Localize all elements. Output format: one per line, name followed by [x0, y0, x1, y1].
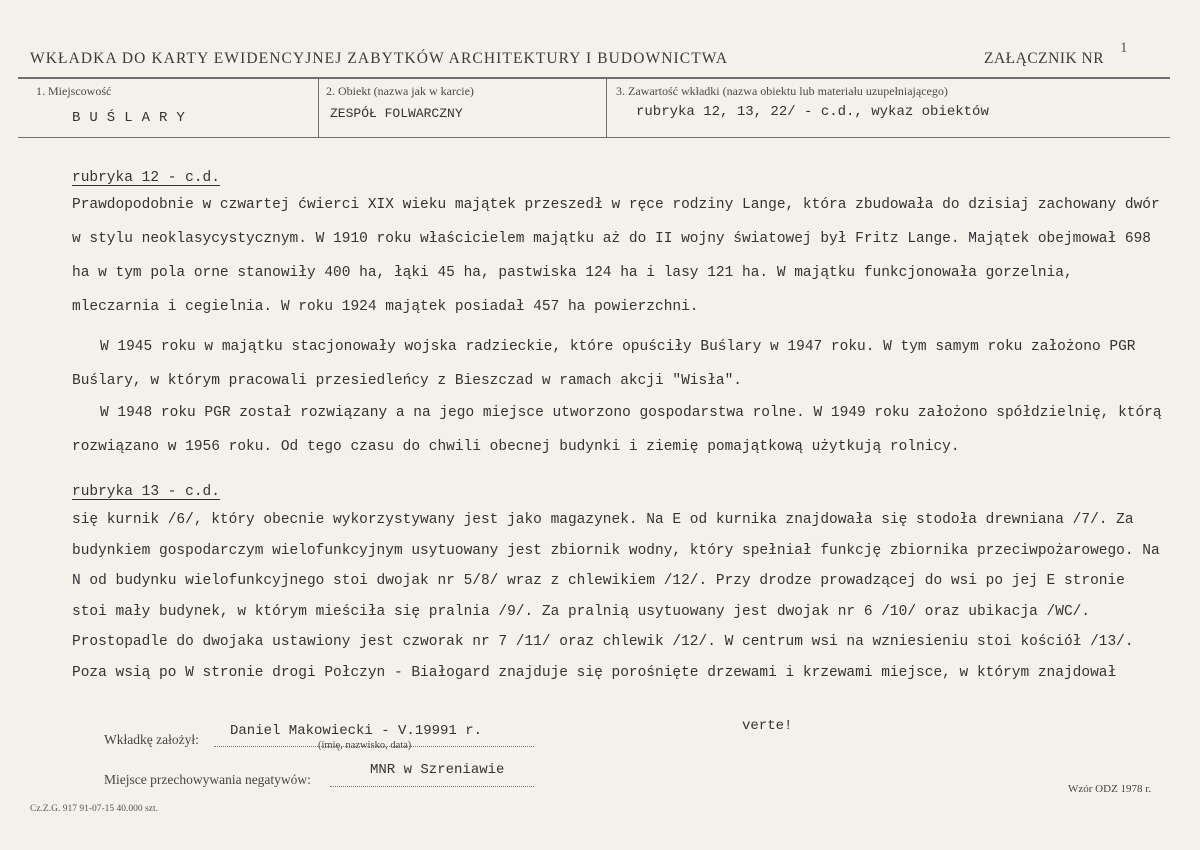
author-hint: (imię, nazwisko, data) — [318, 740, 412, 751]
print-info: Cz.Z.G. 917 91-07-15 40.000 szt. — [30, 804, 158, 814]
section-12-heading: rubryka 12 - c.d. — [72, 170, 220, 186]
form-model: Wzór ODZ 1978 r. — [1068, 783, 1152, 795]
locality-label: 1. Miejscowość — [36, 84, 112, 98]
storage-value: MNR w Szreniawie — [370, 762, 505, 778]
section-13-heading: rubryka 13 - c.d. — [72, 484, 220, 500]
author-label: Wkładkę założył: — [104, 732, 199, 747]
form-title: WKŁADKA DO KARTY EWIDENCYJNEJ ZABYTKÓW ARCHITEKTURY I BUDOWNICTWA — [30, 50, 729, 67]
field-divider-2 — [606, 78, 607, 137]
author-value: Daniel Makowiecki - V.19991 r. — [230, 723, 483, 739]
attachment-label: ZAŁĄCZNIK NR — [984, 50, 1105, 67]
section-12-paragraph-2: W 1945 roku w majątku stacjonowały wojska radzieckie, które opuściły Buślary w 1947 roku. W tym samym roku założono PGR Buślary, w którym pracowali przesiedleńcy z Bieszczad w ramach akcji "Wisła". — [72, 339, 1136, 389]
locality-value: BUŚLARY — [72, 110, 194, 126]
field-divider-1 — [318, 78, 319, 137]
contents-label: 3. Zawartość wkładki (nazwa obiektu lub materiału uzupełniającego) — [616, 84, 948, 98]
storage-label: Miejsce przechowywania negatywów: — [104, 772, 311, 787]
object-label: 2. Obiekt (nazwa jak w karcie) — [326, 84, 474, 98]
section-13-paragraph: się kurnik /6/, który obecnie wykorzystywany jest jako magazynek. Na E od kurnika znajdowała się stodoła drewniana /7/. Za budynkiem gospodarczym wielofunkcyjnym usytuowany jest zbiornik wodny, który spełniał funkcję zbiornika przeciwpożarowego. Na N od budynku wielofunkcyjnego stoi dwojak nr 5/8/ wraz z chlewikiem /12/. Przy drodze prowadzącej do wsi po jej E stronie stoi mały budynek, w którym mieściła się pralnia /9/. Za pralnią usytuowany jest dwojak nr 6 /10/ oraz ubikacja /WC/. Prostopadle do dwojaka ustawiony jest czworak nr 7 /11/ oraz chlewik /12/. W centrum wsi na wzniesieniu stoi kościół /13/. Poza wsią po W stronie drogi Połczyn - Białogard znajduje się porośnięte drzewami i krzewami miejsce, w którym znajdował — [72, 512, 1160, 681]
header-top-rule — [18, 77, 1170, 79]
verte-note: verte! — [742, 718, 793, 734]
section-12-paragraph-1: Prawdopodobnie w czwartej ćwierci XIX wieku majątek przeszedł w ręce rodziny Lange, która zbudowała do dzisiaj zachowany dwór w stylu neoklasycystycznym. W 1910 roku właścicielem majątku aż do II wojny światowej był Fritz Lange. Majątek obejmował 698 ha w tym pola orne stanowiły 400 ha, łąki 45 ha, pastwiska 124 ha i lasy 121 ha. W majątku funkcjonowała gorzelnia, mleczarnia i cegielnia. W roku 1924 majątek posiadał 457 ha powierzchni. — [72, 197, 1160, 315]
contents-value: rubryka 12, 13, 22/ - c.d., wykaz obiektów — [636, 104, 989, 120]
object-value: ZESPÓŁ FOLWARCZNY — [330, 106, 463, 121]
header-bottom-rule — [18, 137, 1170, 138]
section-12-paragraph-3: W 1948 roku PGR został rozwiązany a na jego miejsce utworzono gospodarstwa rolne. W 1949 roku założono spółdzielnię, którą rozwiązano w 1956 roku. Od tego czasu do chwili obecnej budynki i ziemię pomajątkową użytkują rolnicy. — [72, 405, 1162, 455]
storage-line — [330, 786, 534, 787]
attachment-number: 1 — [1120, 40, 1128, 56]
